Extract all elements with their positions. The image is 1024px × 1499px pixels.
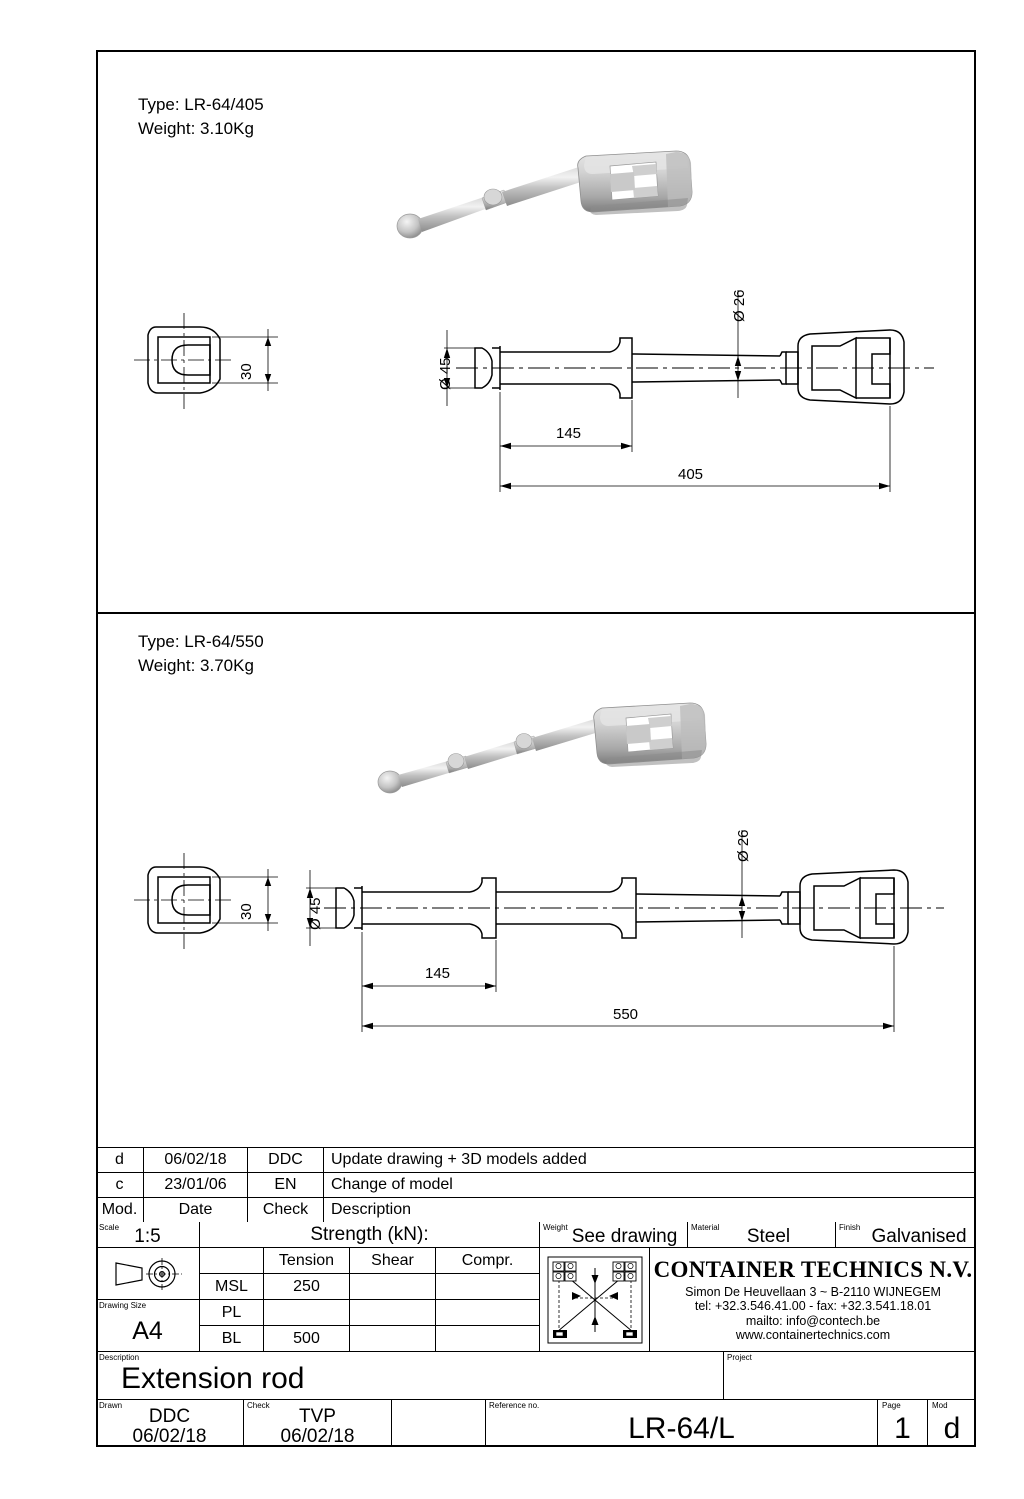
first-angle-projection-icon (110, 1257, 186, 1291)
strength-row-bl-shear (350, 1326, 436, 1352)
drawn-value: DDC (148, 1405, 191, 1427)
company-block (650, 1248, 976, 1352)
finish-value: Galvanised (871, 1225, 967, 1247)
drawn-caption: Drawn (99, 1401, 123, 1410)
container-lashing-diagram-icon (545, 1254, 645, 1346)
view2-dim-145: 145 (425, 965, 451, 982)
strength-col-shear: Shear (350, 1248, 436, 1274)
check-date: 06/02/18 (280, 1425, 355, 1447)
strength-row-pl-compr (436, 1300, 540, 1326)
strength-row-bl-label: BL (200, 1326, 264, 1352)
revision-row-c-mod: c (96, 1173, 144, 1198)
project-cell (724, 1352, 976, 1400)
material-value: Steel (746, 1225, 791, 1247)
view1-end-view (128, 305, 328, 435)
company-address: Simon De Heuvellaan 3 ~ B-2110 WIJNEGEM (685, 1284, 941, 1299)
view1-dim-145: 145 (556, 425, 582, 442)
strength-row-pl-tension (264, 1300, 350, 1326)
revision-header-mod: Mod. (96, 1198, 144, 1222)
weight-cell (540, 1222, 688, 1248)
strength-row-pl-shear (350, 1300, 436, 1326)
strength-row-msl-compr (436, 1274, 540, 1300)
check-value: TVP (299, 1405, 336, 1427)
strength-row-bl-tension: 500 (264, 1326, 350, 1352)
view1-dim-head-dia: Ø 45 (437, 357, 454, 390)
check-cell (244, 1400, 392, 1447)
view2-dim-end-thickness: 30 (238, 903, 255, 920)
revision-row-c-check: EN (248, 1173, 324, 1198)
page-cell (878, 1400, 928, 1447)
drawing-size-caption: Drawing Size (99, 1301, 147, 1310)
revision-row-d-check: DDC (248, 1148, 324, 1173)
revision-table (96, 1147, 976, 1222)
description-cell (96, 1352, 724, 1400)
material-caption: Material (691, 1223, 720, 1232)
project-caption: Project (727, 1353, 752, 1362)
mod-cell (928, 1400, 976, 1447)
description-caption: Description (99, 1353, 140, 1362)
check-caption: Check (247, 1401, 270, 1410)
strength-row-pl-label: PL (200, 1300, 264, 1326)
revision-header-description: Description (324, 1198, 976, 1222)
view1-dim-rod-dia: Ø 26 (731, 289, 748, 322)
strength-row-msl-shear (350, 1274, 436, 1300)
view1-dim-end-thickness: 30 (238, 363, 255, 380)
finish-caption: Finish (839, 1223, 861, 1232)
scale-cell (96, 1222, 200, 1248)
company-phone: tel: +32.3.546.41.00 - fax: +32.3.541.18.01 (694, 1299, 932, 1313)
strength-col-tension: Tension (264, 1248, 350, 1274)
revision-row-c-description: Change of model (324, 1173, 976, 1198)
company-web: www.containertechnics.com (735, 1328, 891, 1342)
page-value: 1 (894, 1411, 911, 1445)
strength-caption-cell (200, 1222, 540, 1248)
reference-caption: Reference no. (489, 1401, 540, 1410)
scale-value: 1:5 (134, 1226, 161, 1247)
mod-value: d (943, 1411, 961, 1445)
view1-weight-label: Weight: 3.10Kg (138, 119, 254, 138)
revision-header-date: Date (144, 1198, 248, 1222)
view2-weight-label: Weight: 3.70Kg (138, 656, 254, 675)
lashing-diagram-cell (540, 1248, 650, 1352)
extension-rod-3d-render-550 (370, 700, 730, 810)
view2-dim-head-dia: Ø 45 (307, 897, 324, 930)
strength-caption: Strength (kN): (310, 1223, 429, 1245)
company-mail: mailto: info@contech.be (745, 1313, 881, 1328)
scale-caption: Scale (99, 1223, 120, 1232)
strength-col-compr: Compr. (436, 1248, 540, 1274)
revision-row-c-date: 23/01/06 (144, 1173, 248, 1198)
title-block (96, 1222, 976, 1447)
revision-row-d-mod: d (96, 1148, 144, 1173)
extension-rod-3d-render-405 (388, 148, 718, 258)
drawn-cell (96, 1400, 244, 1447)
view-divider (96, 612, 976, 614)
reference-cell (486, 1400, 878, 1447)
view1-dim-overall: 405 (678, 466, 704, 483)
weight-value: See drawing (571, 1225, 678, 1247)
strength-row-msl-label: MSL (200, 1274, 264, 1300)
strength-row-bl-compr (436, 1326, 540, 1352)
view1-type-label: Type: LR-64/405 (138, 95, 264, 114)
projection-symbol-cell (96, 1248, 200, 1300)
description-value: Extension rod (121, 1362, 305, 1395)
weight-caption: Weight (543, 1223, 568, 1232)
view2-dim-rod-dia: Ø 26 (735, 829, 752, 862)
drawn-date: 06/02/18 (132, 1425, 207, 1447)
strength-row-msl-tension: 250 (264, 1274, 350, 1300)
reference-value: LR-64/L (628, 1411, 735, 1445)
blank-cell (392, 1400, 486, 1447)
mod-caption: Mod (932, 1401, 948, 1410)
revision-row-d-date: 06/02/18 (144, 1148, 248, 1173)
view2-type-label: Type: LR-64/550 (138, 632, 264, 651)
company-name: CONTAINER TECHNICS N.V. (653, 1256, 973, 1282)
drawing-size-value: A4 (132, 1317, 163, 1345)
drawing-size-cell (96, 1300, 200, 1352)
finish-cell (836, 1222, 976, 1248)
revision-header-check: Check (248, 1198, 324, 1222)
strength-rowlabel-header (200, 1248, 264, 1274)
page-caption: Page (882, 1401, 901, 1410)
material-cell (688, 1222, 836, 1248)
revision-row-d-description: Update drawing + 3D models added (324, 1148, 976, 1173)
view2-dim-overall: 550 (613, 1006, 639, 1023)
